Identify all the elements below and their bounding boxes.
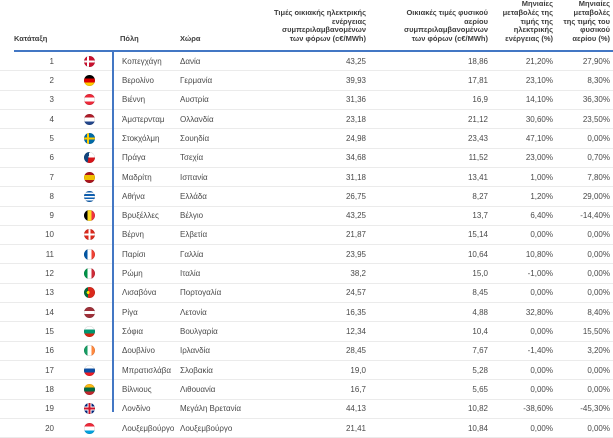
col-header-gas-price-label: Οικιακές τιμές φυσικού αερίου συμπεριλαμβανομένων των φόρων (c€/MWh): [404, 7, 488, 44]
country-cell: Δανία: [180, 56, 201, 66]
city-cell: Σόφια: [122, 327, 143, 337]
rank-cell: 11: [45, 249, 54, 259]
electricity-change-cell: 32,80%: [525, 307, 553, 317]
electricity-price-cell: 39,93: [345, 75, 366, 85]
gas-price-cell: 21,12: [467, 114, 488, 124]
table-row: [0, 322, 613, 341]
gas-change-cell: 0,00%: [587, 423, 610, 433]
col-header-gas-change: [555, 0, 613, 50]
gas-change-cell: -14,40%: [580, 211, 610, 221]
flag-cell: [66, 326, 112, 337]
city-cell: Στοκχόλμη: [122, 133, 160, 143]
gas-price-cell: 13,41: [467, 172, 488, 182]
electricity-change-cell: 21,20%: [525, 56, 553, 66]
electricity-change-cell: 10,80%: [525, 249, 553, 259]
france-flag-icon: [84, 249, 95, 260]
gas-price-cell: 18,86: [467, 56, 488, 66]
col-header-city-label: Πόλη: [120, 34, 139, 44]
col-header-gas-price: [368, 9, 490, 50]
country-cell: Λετονία: [180, 307, 207, 317]
portugal-flag-icon: [84, 287, 95, 298]
country-cell: Γαλλία: [180, 249, 204, 259]
table-row: [0, 419, 613, 438]
col-header-rank: [0, 35, 66, 50]
col-header-electricity-change-label: Μηνιαίες μεταβολές της τιμής της ηλεκτρικής ενέργειας (%): [502, 0, 553, 44]
austria-flag-icon: [84, 94, 95, 105]
city-cell: Ρίγα: [122, 307, 138, 317]
city-cell: Βίλνιους: [122, 384, 152, 394]
gas-price-cell: 4,88: [472, 307, 488, 317]
table-header: [0, 0, 613, 50]
table-row: [0, 245, 613, 264]
flag-cell: [66, 249, 112, 260]
flag-cell: [66, 365, 112, 376]
country-cell: Πορτογαλία: [180, 288, 222, 298]
gas-price-cell: 5,28: [472, 365, 488, 375]
electricity-change-cell: 1,20%: [530, 191, 553, 201]
gas-price-cell: 17,81: [467, 75, 488, 85]
rank-cell: 19: [45, 404, 54, 414]
italy-flag-icon: [84, 268, 95, 279]
electricity-price-cell: 16,7: [350, 384, 366, 394]
rank-cell: 20: [45, 423, 54, 433]
table-row: [0, 264, 613, 283]
electricity-change-cell: 30,60%: [525, 114, 553, 124]
electricity-price-cell: 38,2: [350, 269, 366, 279]
flag-cell: [66, 152, 112, 163]
rank-cell: 8: [49, 191, 54, 201]
table-row: [0, 400, 613, 419]
luxembourg-flag-icon: [84, 423, 95, 434]
gas-change-cell: 8,40%: [587, 307, 610, 317]
country-cell: Ολλανδία: [180, 114, 214, 124]
gas-change-cell: 7,80%: [587, 172, 610, 182]
czechia-flag-icon: [84, 152, 95, 163]
lithuania-flag-icon: [84, 384, 95, 395]
gas-price-cell: 10,84: [467, 423, 488, 433]
col-header-electricity-price-label: Τιμές οικιακής ηλεκτρικής ενέργειας συμπεριλαμβανομένων των φόρων (c€/MWh): [273, 7, 366, 44]
country-cell: Ιταλία: [180, 269, 201, 279]
electricity-change-cell: 47,10%: [525, 133, 553, 143]
rank-cell: 15: [45, 327, 54, 337]
electricity-price-cell: 23,18: [345, 114, 366, 124]
country-cell: Μεγάλη Βρετανία: [180, 404, 242, 414]
rank-cell: 2: [49, 75, 54, 85]
gas-change-cell: 0,00%: [587, 230, 610, 240]
electricity-change-cell: 0,00%: [530, 230, 553, 240]
electricity-change-cell: 0,00%: [530, 384, 553, 394]
table-row: [0, 71, 613, 90]
gas-price-cell: 16,9: [472, 95, 488, 105]
table-row: [0, 303, 613, 322]
rank-cell: 3: [49, 95, 54, 105]
city-cell: Λονδίνο: [122, 404, 151, 414]
country-cell: Ελβετία: [180, 230, 208, 240]
uk-flag-icon: [84, 403, 95, 414]
gas-price-cell: 10,82: [467, 404, 488, 414]
city-cell: Λουξεμβούργο: [122, 423, 175, 433]
flag-cell: [66, 307, 112, 318]
gas-price-cell: 10,4: [472, 327, 488, 337]
electricity-change-cell: 0,00%: [530, 365, 553, 375]
electricity-price-cell: 31,36: [345, 95, 366, 105]
gas-change-cell: 0,00%: [587, 269, 610, 279]
gas-change-cell: 0,00%: [587, 249, 610, 259]
electricity-price-cell: 23,95: [345, 249, 366, 259]
gas-price-cell: 13,7: [472, 211, 488, 221]
table-row: [0, 129, 613, 148]
flag-cell: [66, 191, 112, 202]
spain-flag-icon: [84, 172, 95, 183]
table-row: [0, 207, 613, 226]
greece-flag-icon: [84, 191, 95, 202]
col-header-gas-change-label: Μηνιαίες μεταβολές της τιμής του φυσικού αερίου (%): [563, 0, 610, 44]
gas-price-cell: 10,64: [467, 249, 488, 259]
flag-cell: [66, 268, 112, 279]
switzerland-flag-icon: [84, 229, 95, 240]
col-header-electricity-change: [490, 0, 555, 50]
table-row: [0, 187, 613, 206]
col-header-city: [112, 35, 178, 50]
latvia-flag-icon: [84, 307, 95, 318]
electricity-price-cell: 21,87: [345, 230, 366, 240]
table-row: [0, 149, 613, 168]
gas-change-cell: 36,30%: [582, 95, 610, 105]
rank-cell: 6: [49, 153, 54, 163]
city-cell: Πράγα: [122, 153, 146, 163]
table-row: [0, 361, 613, 380]
country-cell: Λουξεμβούργο: [180, 423, 233, 433]
gas-change-cell: 0,70%: [587, 153, 610, 163]
ireland-flag-icon: [84, 345, 95, 356]
gas-change-cell: 15,50%: [582, 327, 610, 337]
city-cell: Μαδρίτη: [122, 172, 152, 182]
electricity-price-cell: 31,18: [345, 172, 366, 182]
rank-cell: 5: [49, 133, 54, 143]
gas-change-cell: 3,20%: [587, 346, 610, 356]
country-cell: Ιρλανδία: [180, 346, 210, 356]
gas-change-cell: 0,00%: [587, 133, 610, 143]
frozen-column-divider-line: [112, 52, 114, 412]
flag-cell: [66, 210, 112, 221]
city-cell: Βρυξέλλες: [122, 211, 159, 221]
gas-price-cell: 11,52: [468, 153, 488, 163]
electricity-price-cell: 43,25: [345, 56, 366, 66]
table-row: [0, 91, 613, 110]
rank-cell: 18: [45, 384, 54, 394]
electricity-price-cell: 24,57: [345, 288, 366, 298]
electricity-change-cell: 0,00%: [530, 327, 553, 337]
gas-change-cell: 8,30%: [587, 75, 610, 85]
rank-cell: 14: [45, 307, 54, 317]
col-header-electricity-price: [268, 9, 368, 50]
gas-price-cell: 15,0: [472, 269, 488, 279]
rank-cell: 1: [49, 56, 54, 66]
bulgaria-flag-icon: [84, 326, 95, 337]
country-cell: Τσεχία: [180, 153, 204, 163]
electricity-change-cell: 14,10%: [525, 95, 553, 105]
flag-cell: [66, 403, 112, 414]
electricity-price-cell: 19,0: [350, 365, 366, 375]
rank-cell: 4: [49, 114, 54, 124]
flag-cell: [66, 114, 112, 125]
city-cell: Λισαβόνα: [122, 288, 157, 298]
country-cell: Σλοβακία: [180, 365, 213, 375]
flag-cell: [66, 75, 112, 86]
rank-cell: 9: [49, 211, 54, 221]
gas-price-cell: 23,43: [467, 133, 488, 143]
city-cell: Μπρατισλάβα: [122, 365, 171, 375]
electricity-change-cell: 23,00%: [525, 153, 553, 163]
country-cell: Σουηδία: [180, 133, 210, 143]
flag-cell: [66, 423, 112, 434]
country-cell: Ισπανία: [180, 172, 208, 182]
table-row: [0, 380, 613, 399]
germany-flag-icon: [84, 75, 95, 86]
electricity-price-cell: 43,25: [345, 211, 366, 221]
city-cell: Δουβλίνο: [122, 346, 155, 356]
flag-cell: [66, 94, 112, 105]
electricity-price-cell: 28,45: [345, 346, 366, 356]
city-cell: Αθήνα: [122, 191, 145, 201]
rank-cell: 12: [45, 269, 54, 279]
rank-cell: 7: [49, 172, 54, 182]
electricity-price-cell: 12,34: [345, 327, 366, 337]
city-cell: Βιέννη: [122, 95, 146, 105]
city-cell: Κοπεγχάγη: [122, 56, 162, 66]
table-row: [0, 342, 613, 361]
gas-price-cell: 5,65: [472, 384, 488, 394]
table-row: [0, 226, 613, 245]
denmark-flag-icon: [84, 56, 95, 67]
electricity-price-cell: 16,35: [345, 307, 366, 317]
electricity-change-cell: 1,00%: [530, 172, 553, 182]
electricity-price-cell: 26,75: [345, 191, 366, 201]
gas-price-cell: 7,67: [472, 346, 488, 356]
city-cell: Βέρνη: [122, 230, 144, 240]
rank-cell: 10: [45, 230, 54, 240]
country-cell: Βέλγιο: [180, 211, 204, 221]
col-header-rank-label: Κατάταξη: [14, 34, 48, 44]
country-cell: Αυστρία: [180, 95, 209, 105]
sweden-flag-icon: [84, 133, 95, 144]
table-row: [0, 52, 613, 71]
electricity-price-cell: 24,98: [345, 133, 366, 143]
electricity-price-cell: 21,41: [345, 423, 366, 433]
gas-change-cell: 29,00%: [582, 191, 610, 201]
electricity-change-cell: -1,00%: [527, 269, 553, 279]
city-cell: Άμστερνταμ: [122, 114, 165, 124]
flag-cell: [66, 56, 112, 67]
electricity-change-cell: 0,00%: [530, 288, 553, 298]
country-cell: Ελλάδα: [180, 191, 207, 201]
table-body: [0, 52, 613, 438]
flag-cell: [66, 287, 112, 298]
gas-change-cell: -45,30%: [580, 404, 610, 414]
rank-cell: 17: [45, 365, 54, 375]
rank-cell: 13: [45, 288, 54, 298]
flag-cell: [66, 345, 112, 356]
flag-cell: [66, 172, 112, 183]
city-cell: Ρώμη: [122, 269, 143, 279]
gas-price-cell: 15,14: [467, 230, 488, 240]
electricity-price-cell: 44,13: [345, 404, 366, 414]
gas-price-cell: 8,27: [472, 191, 488, 201]
gas-change-cell: 27,90%: [582, 56, 610, 66]
city-cell: Παρίσι: [122, 249, 146, 259]
flag-cell: [66, 133, 112, 144]
electricity-change-cell: -38,60%: [523, 404, 553, 414]
gas-change-cell: 0,00%: [587, 365, 610, 375]
electricity-change-cell: 23,10%: [525, 75, 553, 85]
country-cell: Βουλγαρία: [180, 327, 218, 337]
rank-cell: 16: [45, 346, 54, 356]
col-header-country-label: Χώρα: [180, 34, 201, 44]
flag-cell: [66, 384, 112, 395]
col-header-country: [178, 35, 268, 50]
country-cell: Λιθουανία: [180, 384, 216, 394]
table-row: [0, 168, 613, 187]
gas-change-cell: 0,00%: [587, 384, 610, 394]
flag-cell: [66, 229, 112, 240]
city-cell: Βερολίνο: [122, 75, 154, 85]
gas-change-cell: 0,00%: [587, 288, 610, 298]
electricity-price-cell: 34,68: [345, 153, 366, 163]
electricity-change-cell: 0,00%: [530, 423, 553, 433]
belgium-flag-icon: [84, 210, 95, 221]
table-row: [0, 284, 613, 303]
gas-change-cell: 23,50%: [582, 114, 610, 124]
electricity-change-cell: 6,40%: [530, 211, 553, 221]
gas-price-cell: 8,45: [472, 288, 488, 298]
country-cell: Γερμανία: [180, 75, 213, 85]
slovakia-flag-icon: [84, 365, 95, 376]
table-row: [0, 110, 613, 129]
netherlands-flag-icon: [84, 114, 95, 125]
electricity-change-cell: -1,40%: [527, 346, 553, 356]
